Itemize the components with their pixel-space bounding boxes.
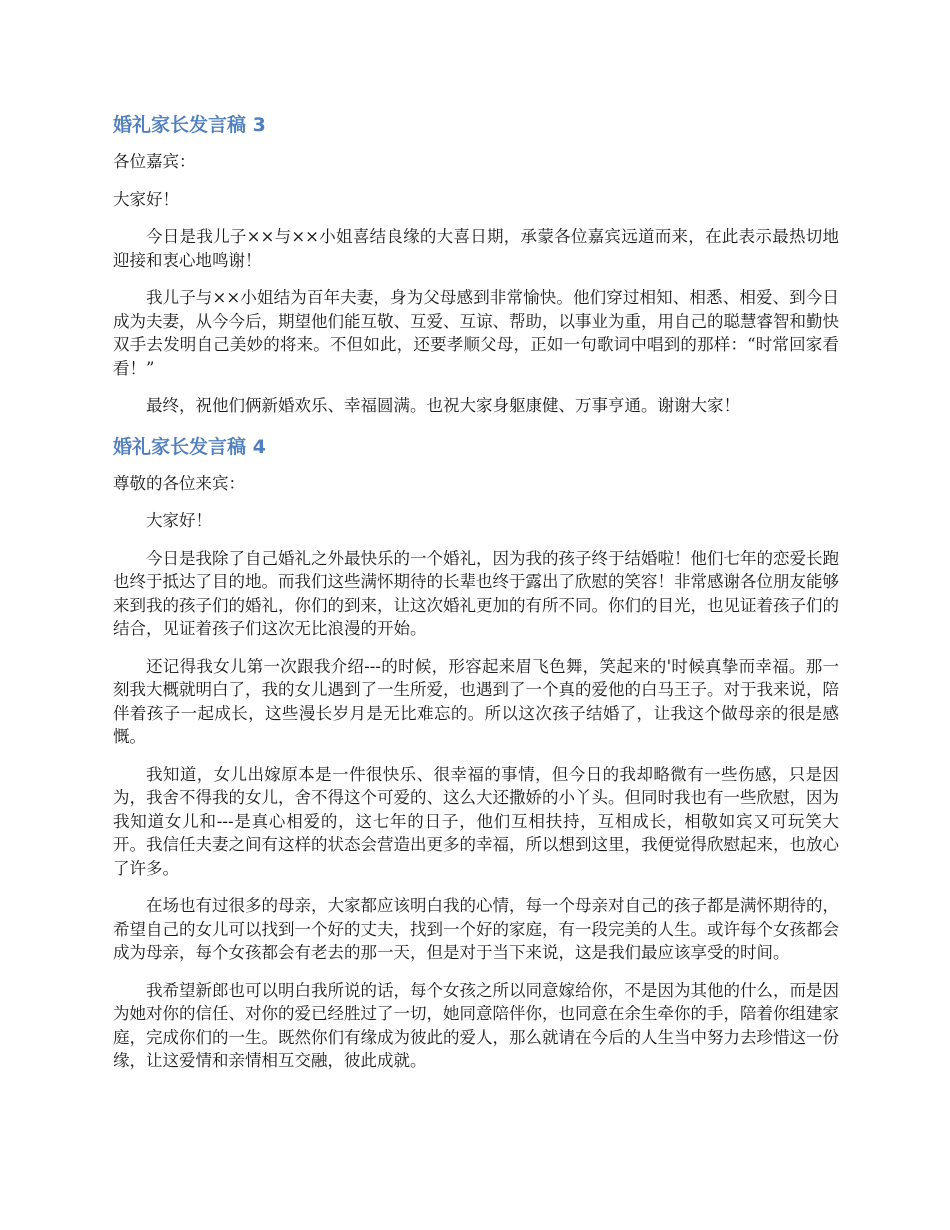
salutation: 各位嘉宾： [113, 152, 196, 171]
greeting: 大家好！ [113, 189, 179, 209]
paragraph: 最终，祝他们俩新婚欢乐、幸福圆满。也祝大家身躯康健、万事亨通。谢谢大家！ [146, 396, 740, 415]
paragraph: 我希望新郎也可以明白我所说的话，每个女孩之所以同意嫁给你，不是因为其他的什么，而是因为她对你的信任、对你的爱已经胜过了一切，她同意陪伴你，也同意在余生牵你的手，陪着你组建家庭，完成你们的一生。既然你们有缘成为彼此的爱人，那么就请在今后的人生当中努力去珍惜这一份缘，让这爱情和亲情相互交融，彼此成就。 [113, 980, 839, 1070]
section-heading-3: 婚礼家长发言稿 3 [113, 114, 266, 136]
document-body [113, 112, 839, 1087]
section-heading-4: 婚礼家长发言稿 4 [113, 435, 266, 458]
paragraph: 我知道，女儿出嫁原本是一件很快乐、很幸福的事情，但今日的我却略微有一些伤感，只是因为，我舍不得我的女儿，舍不得这个可爱的、这么大还撒娇的小丫头。但同时我也有一些欣慰，因为我知道女儿和---是真心相爱的，这七年的日子，他们互相扶持，互相成长，相敬如宾又可玩笑大开。我信任夫妻之间有这样的状态会营造出更多的幸福，所以想到这里，我便觉得欣慰起来，也放心了许多。 [113, 764, 839, 878]
paragraph: 还记得我女儿第一次跟我介绍---的时候，形容起来眉飞色舞，笑起来的'时候真挚而幸福。那一刻我大概就明白了，我的女儿遇到了一生所爱，也遇到了一个真的爱他的白马王子。对于我来说，陪伴着孩子一起成长，这些漫长岁月是无比难忘的。所以这次孩子结婚了，让我这个做母亲的很是感慨。 [113, 656, 839, 746]
paragraph: 在场也有过很多的母亲，大家都应该明白我的心情，每一个母亲对自己的孩子都是满怀期待的，希望自己的女儿可以找到一个好的丈夫，找到一个好的家庭，有一段完美的人生。或许每个女孩都会成为母亲，每个女孩都会有老去的那一天，但是对于当下来说，这是我们最应该享受的时间。 [113, 896, 839, 962]
salutation: 尊敬的各位来宾： [113, 473, 245, 493]
paragraph: 今日是我除了自己婚礼之外最快乐的一个婚礼，因为我的孩子终于结婚啦！他们七年的恋爱长跑也终于抵达了目的地。而我们这些满怀期待的长辈也终于露出了欣慰的笑容！非常感谢各位朋友能够来到我的孩子们的婚礼，你们的到来，让这次婚礼更加的有所不同。你们的目光，也见证着孩子们的结合，见证着孩子们这次无比浪漫的开始。 [113, 548, 839, 638]
greeting: 大家好！ [146, 511, 212, 530]
paragraph: 今日是我儿子××与××小姐喜结良缘的大喜日期，承蒙各位嘉宾远道而来，在此表示最热切地迎接和衷心地鸣谢！ [113, 227, 839, 270]
paragraph: 我儿子与××小姐结为百年夫妻，身为父母感到非常愉快。他们穿过相知、相悉、相爱、到今日成为夫妻，从今今后，期望他们能互敬、互爱、互谅、帮助，以事业为重，用自己的聪慧睿智和勤快双手去发明自己美妙的将来。不但如此，还要孝顺父母，正如一句歌词中唱到的那样：“时常回家看看！” [113, 288, 839, 378]
